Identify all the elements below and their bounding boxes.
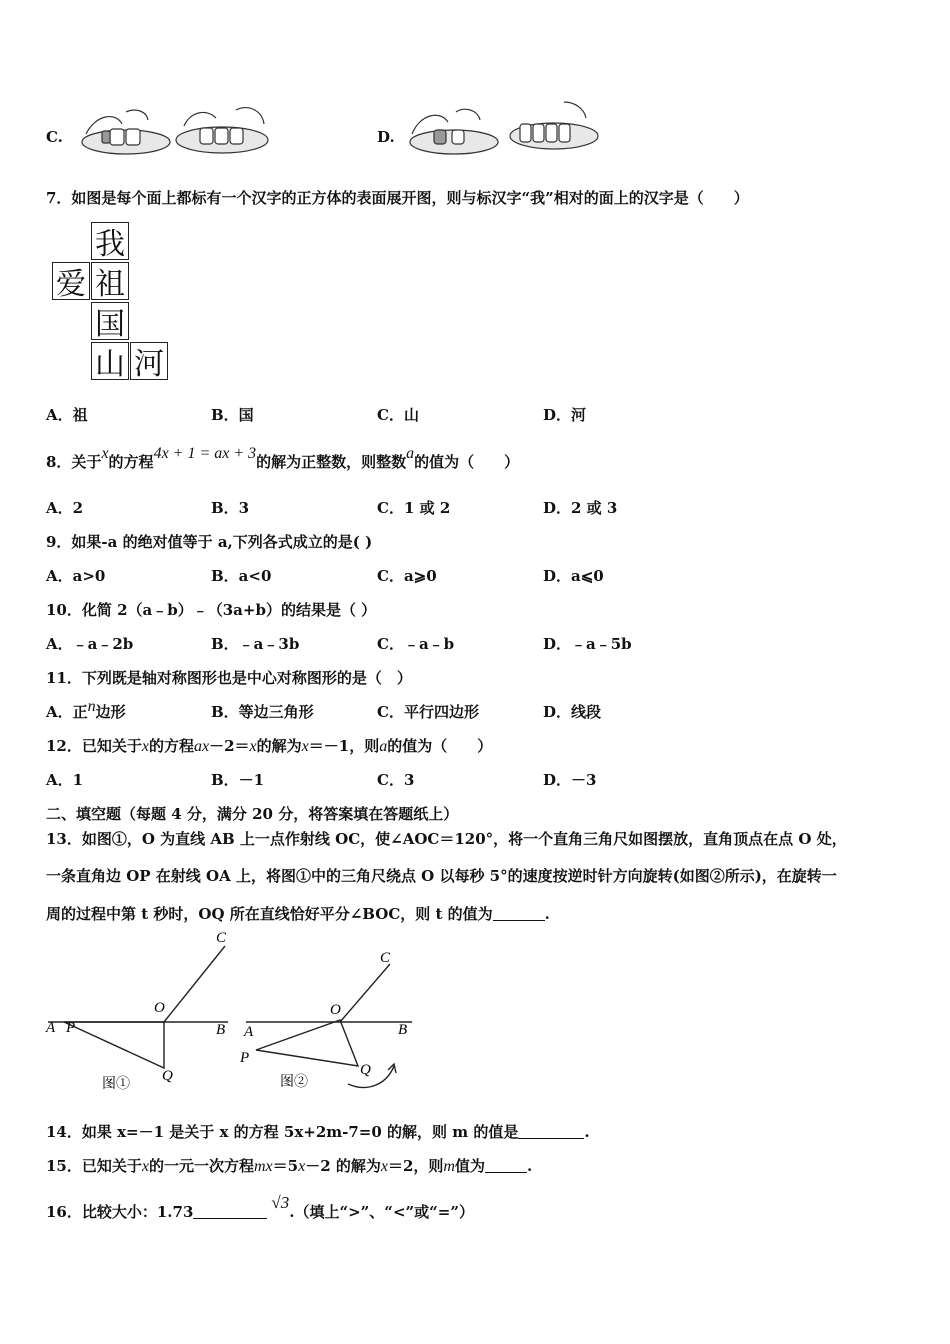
q11-option-a-prefix: A．正 bbox=[46, 703, 88, 721]
q6-d-board-2 bbox=[510, 102, 598, 149]
net-cell-right: 河 bbox=[130, 342, 168, 380]
net-cell-center: 祖 bbox=[91, 262, 129, 300]
net-cell-mid: 国 bbox=[91, 302, 129, 340]
fig1-label-c: C bbox=[216, 930, 227, 946]
q12-ax: ax bbox=[194, 738, 210, 755]
q11-option-d: D．线段 bbox=[543, 703, 602, 721]
q10-text: 10．化简 2（a﹣b）﹣（3a+b）的结果是（ ） bbox=[46, 601, 377, 619]
q8-suffix: 的值为（ ） bbox=[414, 453, 520, 471]
q15-end: . bbox=[527, 1157, 533, 1175]
q7-option-c: C．山 bbox=[377, 406, 419, 424]
q13-line-3-end: . bbox=[544, 905, 550, 923]
fig1-label-q: Q bbox=[162, 1068, 173, 1084]
q6-option-d-label: D. bbox=[377, 128, 395, 146]
q15-p1: 15．已知关于 bbox=[46, 1157, 142, 1175]
q15-x2: x bbox=[298, 1158, 306, 1175]
q6-option-c-figure bbox=[76, 104, 276, 166]
q10-option-a: A．﹣a﹣2b bbox=[46, 635, 134, 653]
q15-p3: ＝5 bbox=[272, 1157, 299, 1175]
q11-option-c: C．平行四边形 bbox=[377, 703, 479, 721]
q15-p4: －2 的解为 bbox=[305, 1157, 381, 1175]
q11-option-b: B．等边三角形 bbox=[211, 703, 314, 721]
q9-option-b: B．a<0 bbox=[211, 567, 272, 585]
q12-p4: 的解为 bbox=[256, 737, 302, 755]
q13-figure-2 bbox=[236, 940, 416, 1098]
fig1-label-p: P bbox=[66, 1020, 76, 1036]
q12-x2: x bbox=[249, 738, 257, 755]
q9-text: 9．如果-a 的绝对值等于 a,下列各式成立的是( ) bbox=[46, 533, 373, 551]
q9-option-a: A．a>0 bbox=[46, 567, 106, 585]
q7-text: 7．如图是每个面上都标有一个汉字的正方体的表面展开图，则与标汉字“我”相对的面上的汉字是（ ） bbox=[46, 189, 749, 207]
q12-p3: －2＝ bbox=[209, 737, 250, 755]
q8-option-b: B．3 bbox=[211, 499, 250, 517]
q7-option-a: A．祖 bbox=[46, 406, 88, 424]
q15-mx: mx bbox=[254, 1158, 273, 1175]
q13-answer-blank[interactable] bbox=[493, 906, 545, 921]
q15-answer-blank[interactable] bbox=[485, 1158, 527, 1173]
q13-line-2: 一条直角边 OP 在射线 OA 上，将图①中的三角尺绕点 O 以每秒 5°的速度按逆时针方向旋转(如图②所示)，在旋转一 bbox=[46, 867, 837, 885]
fig2-label-b: B bbox=[398, 1022, 408, 1038]
fig2-triangle bbox=[256, 1020, 358, 1066]
q6-d-board-1 bbox=[410, 109, 498, 154]
q13-line-3-text: 周的过程中第 t 秒时，OQ 所在直线恰好平分∠BOC，则 t 的值为 bbox=[46, 905, 493, 923]
fig2-rotation-arrow bbox=[348, 1066, 394, 1087]
net-cell-left: 爱 bbox=[52, 262, 90, 300]
q12-p1: 12．已知关于 bbox=[46, 737, 142, 755]
q12-p2: 的方程 bbox=[148, 737, 194, 755]
q16-sqrt3: √3 bbox=[271, 1193, 290, 1212]
q6-c-board-1 bbox=[82, 110, 170, 154]
q12-option-b: B．－1 bbox=[211, 771, 265, 789]
q10-option-c: C．﹣a﹣b bbox=[377, 635, 455, 653]
q14-line bbox=[46, 1121, 590, 1142]
q8-stem bbox=[46, 445, 520, 472]
q15-line bbox=[46, 1155, 532, 1176]
fig2-ray-oc bbox=[340, 964, 390, 1022]
q13-line-3 bbox=[46, 903, 550, 924]
q11-option-a-var: n bbox=[87, 698, 96, 715]
q16-answer-blank[interactable] bbox=[193, 1204, 267, 1219]
q15-p5: ＝2，则 bbox=[387, 1157, 444, 1175]
fig1-label-o: O bbox=[154, 1000, 165, 1016]
q12-p6: 的值为（ ） bbox=[387, 737, 493, 755]
net-cell-top: 我 bbox=[91, 222, 129, 260]
q9-option-c: C．a⩾0 bbox=[377, 567, 437, 585]
q7-option-d: D．河 bbox=[543, 406, 587, 424]
q8-option-d: D．2 或 3 bbox=[543, 499, 618, 517]
q12-option-d: D．－3 bbox=[543, 771, 597, 789]
net-cell-bottom: 山 bbox=[91, 342, 129, 380]
q12-option-c: C．3 bbox=[377, 771, 415, 789]
q8-equation: 4x + 1 = ax + 3 bbox=[153, 445, 257, 462]
q15-p2: 的一元一次方程 bbox=[148, 1157, 254, 1175]
q7-option-b: B．国 bbox=[211, 406, 254, 424]
fig2-label-q: Q bbox=[360, 1062, 371, 1078]
section-2-title: 二、填空题（每题 4 分，满分 20 分，将答案填在答题纸上） bbox=[46, 805, 459, 823]
q12-stem bbox=[46, 735, 492, 756]
q12-x1: x bbox=[141, 738, 149, 755]
q6-option-d-figure bbox=[404, 100, 604, 166]
fig1-ray-oc bbox=[164, 946, 225, 1022]
q11-option-a-suffix: 边形 bbox=[95, 703, 126, 721]
q8-mid2: 的解为正整数，则整数 bbox=[256, 453, 407, 471]
fig2-label-c: C bbox=[380, 950, 391, 966]
q13-figure-1 bbox=[40, 928, 240, 1094]
q8-option-a: A．2 bbox=[46, 499, 84, 517]
fig1-label-b: B bbox=[216, 1022, 226, 1038]
q15-m: m bbox=[443, 1158, 455, 1175]
q8-prefix: 8．关于 bbox=[46, 453, 102, 471]
q15-x1: x bbox=[141, 1158, 149, 1175]
q14-text: 14．如果 x=－1 是关于 x 的方程 5x+2m-7=0 的解，则 m 的值是 bbox=[46, 1123, 519, 1141]
q12-p5: ＝－1，则 bbox=[308, 737, 380, 755]
q11-text: 11．下列既是轴对称图形也是中心对称图形的是（ ） bbox=[46, 669, 412, 687]
q14-end: . bbox=[584, 1123, 590, 1141]
q12-a: a bbox=[379, 738, 388, 755]
q15-p6: 值为 bbox=[454, 1157, 485, 1175]
q14-answer-blank[interactable] bbox=[518, 1124, 584, 1139]
q15-x3: x bbox=[380, 1158, 388, 1175]
q11-option-a bbox=[46, 698, 126, 722]
q16-line bbox=[46, 1193, 474, 1222]
q8-mid1: 的方程 bbox=[108, 453, 154, 471]
fig2-caption: 图② bbox=[280, 1075, 308, 1090]
q8-option-c: C．1 或 2 bbox=[377, 499, 451, 517]
q12-x3: x bbox=[301, 738, 309, 755]
q9-option-d: D．a⩽0 bbox=[543, 567, 604, 585]
q16-p1: 16．比较大小：1.73 bbox=[46, 1203, 194, 1221]
q10-option-b: B．﹣a﹣3b bbox=[211, 635, 300, 653]
q6-c-board-2 bbox=[176, 108, 268, 153]
fig1-triangle bbox=[64, 1022, 164, 1068]
q13-line-1: 13．如图①，O 为直线 AB 上一点作射线 OC，使∠AOC＝120°，将一个直角三角尺如图摆放，直角顶点在点 O 处， bbox=[46, 830, 847, 848]
fig2-label-o: O bbox=[330, 1002, 341, 1018]
fig2-label-a: A bbox=[244, 1024, 254, 1040]
q6-option-c-label: C. bbox=[46, 128, 63, 146]
q8-var-x: x bbox=[101, 445, 109, 462]
fig1-label-a: A bbox=[46, 1020, 56, 1036]
q12-option-a: A．1 bbox=[46, 771, 84, 789]
fig2-label-p: P bbox=[240, 1050, 250, 1066]
q10-option-d: D．﹣a﹣5b bbox=[543, 635, 632, 653]
q16-p2: .（填上“>”、“<”或“=”） bbox=[289, 1203, 474, 1221]
q8-var-a: a bbox=[406, 445, 415, 462]
fig1-caption: 图① bbox=[102, 1077, 130, 1092]
